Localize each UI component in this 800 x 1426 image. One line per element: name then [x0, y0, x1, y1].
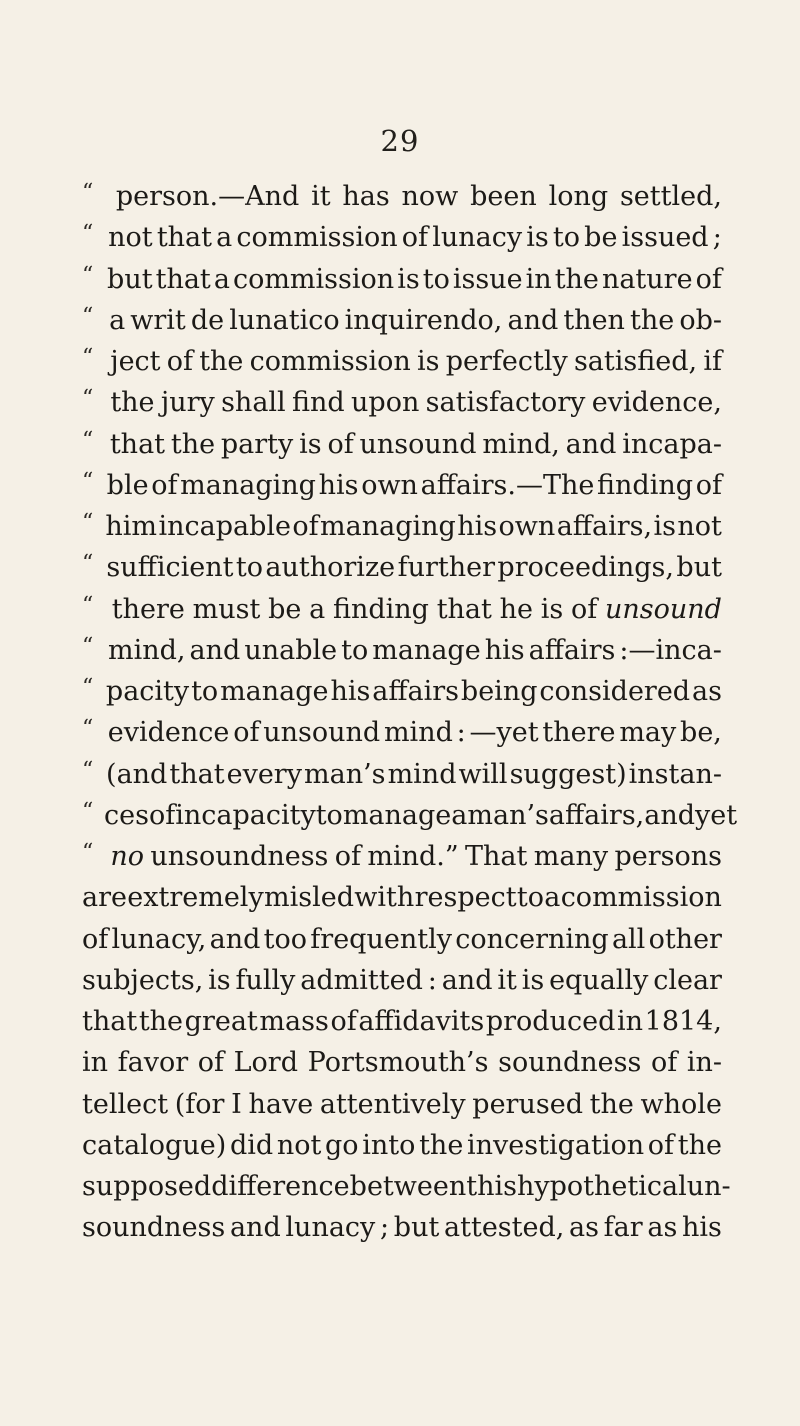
- word: to: [422, 263, 450, 295]
- word: to: [516, 882, 544, 914]
- word: then: [563, 304, 625, 336]
- word: difference: [211, 1171, 350, 1202]
- word: commission: [236, 222, 398, 254]
- quote-mark: “: [82, 798, 94, 824]
- word: go: [325, 1129, 359, 1161]
- word: unsoundness: [150, 841, 329, 872]
- word: affairs.—The: [420, 469, 595, 501]
- word: of: [292, 511, 319, 542]
- word: catalogue): [82, 1129, 227, 1161]
- word: his: [484, 634, 525, 666]
- word: incapable: [158, 511, 291, 542]
- word: the: [110, 387, 155, 419]
- word: managing: [180, 469, 316, 501]
- word: far: [603, 1212, 643, 1244]
- word: to: [191, 676, 219, 707]
- text-line: [82, 465, 722, 506]
- word: must: [192, 593, 261, 625]
- word: now: [401, 181, 459, 212]
- word: person.—And: [115, 181, 300, 212]
- word: upon: [351, 387, 420, 419]
- text-line: [82, 589, 722, 630]
- word: every: [226, 758, 302, 790]
- word: :: [427, 964, 437, 996]
- word: mind.”: [367, 841, 459, 872]
- text-line: [82, 382, 722, 423]
- quote-mark: “: [82, 221, 94, 247]
- quote-mark: “: [82, 468, 94, 494]
- word: in: [82, 1047, 109, 1079]
- word: affairs: [372, 676, 460, 707]
- word: but: [393, 1212, 440, 1244]
- word: considered: [539, 676, 691, 707]
- word: issue: [452, 263, 523, 295]
- word: issued: [621, 222, 709, 254]
- word: of: [695, 263, 722, 295]
- word: to: [552, 222, 581, 254]
- word: proceedings,: [497, 552, 674, 584]
- word: ject: [110, 346, 161, 377]
- word: commission: [560, 882, 722, 914]
- word: the: [419, 1129, 464, 1161]
- word: is: [397, 263, 420, 295]
- word: subjects,: [82, 964, 204, 996]
- quote-mark: “: [82, 840, 94, 865]
- word: of: [148, 799, 176, 831]
- word: ;: [712, 222, 722, 254]
- word: the: [170, 428, 216, 460]
- text-line: [82, 1001, 722, 1042]
- word: a: [309, 593, 326, 625]
- word: incapa-: [622, 428, 722, 460]
- body-text: [82, 176, 738, 1249]
- word: all: [611, 923, 646, 955]
- word: and: [189, 634, 241, 666]
- word: mind,: [108, 634, 186, 666]
- word: it: [311, 181, 331, 212]
- text-line: [82, 1125, 722, 1166]
- word: his: [318, 469, 359, 501]
- word: is: [417, 346, 440, 377]
- word: and: [209, 923, 261, 955]
- word: (for: [174, 1088, 225, 1120]
- word: that: [82, 1006, 138, 1037]
- word: satisfied,: [573, 346, 698, 377]
- word: unsound: [605, 593, 722, 625]
- word: a: [451, 799, 468, 831]
- word: if: [703, 346, 722, 377]
- word: a: [544, 882, 561, 914]
- quote-mark: “: [82, 633, 94, 659]
- word: de: [190, 304, 225, 336]
- word: is: [540, 593, 564, 625]
- word: commission: [232, 263, 395, 295]
- word: as: [647, 1212, 678, 1244]
- text-line: [82, 960, 722, 1001]
- word: hypothetical: [516, 1171, 687, 1202]
- word: man’s: [467, 799, 549, 831]
- text-line: [82, 547, 722, 588]
- word: :—inca-: [619, 634, 722, 666]
- word: did: [229, 1129, 274, 1161]
- text-line: [82, 671, 722, 712]
- word: that: [169, 758, 225, 790]
- word: ble: [106, 469, 149, 501]
- word: find: [292, 387, 345, 419]
- word: ces: [104, 799, 149, 831]
- word: commission: [249, 346, 411, 377]
- text-line: [82, 754, 722, 795]
- word: but: [107, 263, 153, 295]
- quote-mark: “: [82, 510, 94, 535]
- word: attentively: [319, 1088, 466, 1120]
- word: with: [354, 882, 415, 914]
- word: perused: [472, 1088, 583, 1120]
- word: the: [589, 1088, 634, 1120]
- word: pacity: [105, 676, 190, 707]
- text-line: [82, 836, 722, 877]
- word: be: [584, 222, 618, 254]
- word: and: [507, 304, 559, 336]
- word: as: [692, 676, 722, 707]
- word: favor: [117, 1047, 189, 1079]
- word: has: [342, 181, 390, 212]
- word: it: [497, 964, 517, 996]
- word: between: [349, 1171, 467, 1202]
- word: evidence: [107, 717, 230, 749]
- word: the: [677, 1129, 722, 1161]
- text-line: [82, 630, 722, 671]
- word: investigation: [466, 1129, 645, 1161]
- word: of: [334, 841, 362, 872]
- word: ob-: [679, 304, 722, 336]
- word: evidence,: [591, 387, 722, 419]
- word: this: [466, 1171, 517, 1202]
- word: of: [166, 346, 193, 377]
- word: the: [138, 1006, 184, 1037]
- word: writ: [130, 304, 186, 336]
- text-line: [82, 259, 722, 300]
- word: I: [231, 1088, 242, 1120]
- quote-mark: “: [82, 427, 94, 453]
- word: own: [361, 469, 418, 501]
- word: extremely: [127, 882, 264, 914]
- word: and: [644, 799, 696, 831]
- word: manage: [372, 634, 481, 666]
- word: yet: [695, 799, 738, 831]
- word: there: [542, 717, 616, 749]
- word: of: [197, 1047, 225, 1079]
- word: fully: [235, 964, 296, 996]
- word: to: [315, 799, 343, 831]
- quote-mark: “: [82, 303, 94, 329]
- word: admitted: [300, 964, 423, 996]
- text-line: [82, 919, 722, 960]
- quote-mark: “: [82, 592, 94, 618]
- word: many: [533, 841, 609, 872]
- word: frequently: [310, 923, 452, 955]
- word: jury: [160, 387, 215, 419]
- word: affairs,: [556, 511, 653, 542]
- word: ;: [380, 1212, 390, 1244]
- word: the: [554, 263, 599, 295]
- word: being: [460, 676, 538, 707]
- word: have: [248, 1088, 314, 1120]
- word: and: [441, 964, 493, 996]
- quote-mark: “: [82, 551, 94, 577]
- word: him: [105, 511, 158, 542]
- word: soundness: [498, 1047, 642, 1079]
- word: his: [682, 1212, 722, 1244]
- word: the: [630, 304, 675, 336]
- quote-mark: “: [82, 180, 94, 205]
- word: that: [109, 428, 166, 460]
- word: (and: [106, 758, 168, 790]
- quote-mark: “: [82, 386, 94, 412]
- text-line: [82, 217, 722, 258]
- word: is: [653, 511, 676, 542]
- word: in: [616, 1006, 644, 1037]
- word: mind: [383, 717, 453, 749]
- text-line: [82, 1084, 722, 1125]
- word: inquirendo,: [344, 304, 503, 336]
- word: persons: [614, 841, 722, 872]
- word: produced: [485, 1006, 616, 1037]
- word: unsound: [359, 428, 477, 460]
- word: finding: [597, 469, 694, 501]
- word: supposed: [82, 1171, 212, 1202]
- word: may: [619, 717, 677, 749]
- word: of: [82, 923, 109, 955]
- word: great: [184, 1006, 258, 1037]
- word: to: [341, 634, 369, 666]
- word: be,: [680, 717, 722, 749]
- quote-mark: “: [82, 757, 94, 783]
- text-line: [82, 795, 738, 836]
- word: concerning: [455, 923, 609, 955]
- text-line: [82, 424, 722, 465]
- word: misled: [264, 882, 354, 914]
- word: 1814,: [644, 1006, 722, 1037]
- word: of: [233, 717, 260, 749]
- word: respect: [414, 882, 517, 914]
- word: affairs,: [548, 799, 645, 831]
- word: unable: [244, 634, 338, 666]
- word: settled,: [619, 181, 722, 212]
- text-line: [82, 506, 722, 547]
- word: the: [199, 346, 244, 377]
- word: to: [235, 552, 263, 584]
- quote-mark: “: [82, 262, 94, 288]
- word: be: [268, 593, 302, 625]
- word: satisfactory: [425, 387, 586, 419]
- word: nature: [601, 263, 693, 295]
- word: lunacy,: [111, 923, 207, 955]
- text-line: [82, 300, 722, 341]
- word: finding: [332, 593, 429, 625]
- word: not: [108, 222, 153, 254]
- word: not: [276, 1129, 322, 1161]
- word: of: [327, 428, 354, 460]
- word: that: [156, 222, 212, 254]
- word: instan-: [628, 758, 722, 790]
- word: is: [208, 964, 231, 996]
- word: mind,: [482, 428, 560, 460]
- word: as: [569, 1212, 599, 1244]
- word: :: [456, 717, 466, 749]
- word: a: [109, 304, 126, 336]
- word: authorize: [265, 552, 396, 584]
- word: lunatico: [229, 304, 340, 336]
- word: in: [525, 263, 552, 295]
- word: soundness: [82, 1212, 226, 1244]
- word: too: [263, 923, 308, 955]
- word: in-: [686, 1047, 722, 1079]
- word: suggest): [509, 758, 627, 790]
- word: his: [457, 511, 498, 542]
- word: of: [151, 469, 178, 501]
- quote-mark: “: [82, 345, 94, 370]
- word: manage: [342, 799, 452, 831]
- word: will: [458, 758, 508, 790]
- word: equally: [549, 964, 649, 996]
- text-line: [82, 176, 722, 217]
- word: are: [82, 882, 127, 914]
- word: and: [229, 1212, 281, 1244]
- word: is: [526, 222, 549, 254]
- word: mind: [387, 758, 457, 790]
- word: whole: [640, 1088, 722, 1120]
- word: is: [299, 428, 322, 460]
- word: sufficient: [106, 552, 234, 584]
- word: incapacity: [175, 799, 316, 831]
- word: lunacy: [285, 1212, 376, 1244]
- word: a: [216, 222, 233, 254]
- word: man’s: [304, 758, 386, 790]
- text-line: [82, 341, 722, 382]
- word: of: [647, 1129, 675, 1161]
- word: a: [213, 263, 230, 295]
- word: un-: [686, 1171, 731, 1202]
- word: of: [650, 1047, 678, 1079]
- word: long: [548, 181, 609, 212]
- word: he: [499, 593, 533, 625]
- word: That: [465, 841, 528, 872]
- word: there: [111, 593, 185, 625]
- word: but: [676, 552, 722, 584]
- word: Portsmouth’s: [307, 1047, 489, 1079]
- text-line: [82, 1207, 722, 1248]
- word: into: [362, 1129, 416, 1161]
- word: been: [470, 181, 537, 212]
- word: party: [220, 428, 294, 460]
- word: of: [401, 222, 429, 254]
- word: that: [436, 593, 492, 625]
- word: Lord: [233, 1047, 299, 1079]
- word: lunacy: [432, 222, 523, 254]
- text-line: [82, 877, 722, 918]
- word: managing: [320, 511, 456, 542]
- word: unsound: [263, 717, 381, 749]
- word: that: [155, 263, 211, 295]
- text-line: [82, 1166, 731, 1207]
- text-line: [82, 712, 722, 753]
- word: is: [521, 964, 545, 996]
- word: affairs: [528, 634, 616, 666]
- word: of: [330, 1006, 357, 1037]
- word: clear: [653, 964, 722, 996]
- word: affidavits: [358, 1006, 485, 1037]
- page-number: 29: [380, 124, 420, 158]
- word: attested,: [444, 1212, 565, 1244]
- word: tellect: [82, 1088, 169, 1120]
- word: no: [110, 841, 145, 872]
- word: and: [565, 428, 617, 460]
- quote-mark: “: [82, 716, 94, 742]
- word: —yet: [469, 717, 539, 749]
- word: further: [397, 552, 495, 584]
- word: perfectly: [445, 346, 568, 377]
- word: mass: [259, 1006, 329, 1037]
- word: his: [330, 676, 371, 707]
- word: manage: [220, 676, 329, 707]
- word: shall: [221, 387, 286, 419]
- word: of: [695, 469, 722, 501]
- quote-mark: “: [82, 675, 94, 700]
- text-line: [82, 1042, 722, 1083]
- word: other: [648, 923, 722, 955]
- word: of: [571, 593, 598, 625]
- word: own: [498, 511, 556, 542]
- word: not: [677, 511, 722, 542]
